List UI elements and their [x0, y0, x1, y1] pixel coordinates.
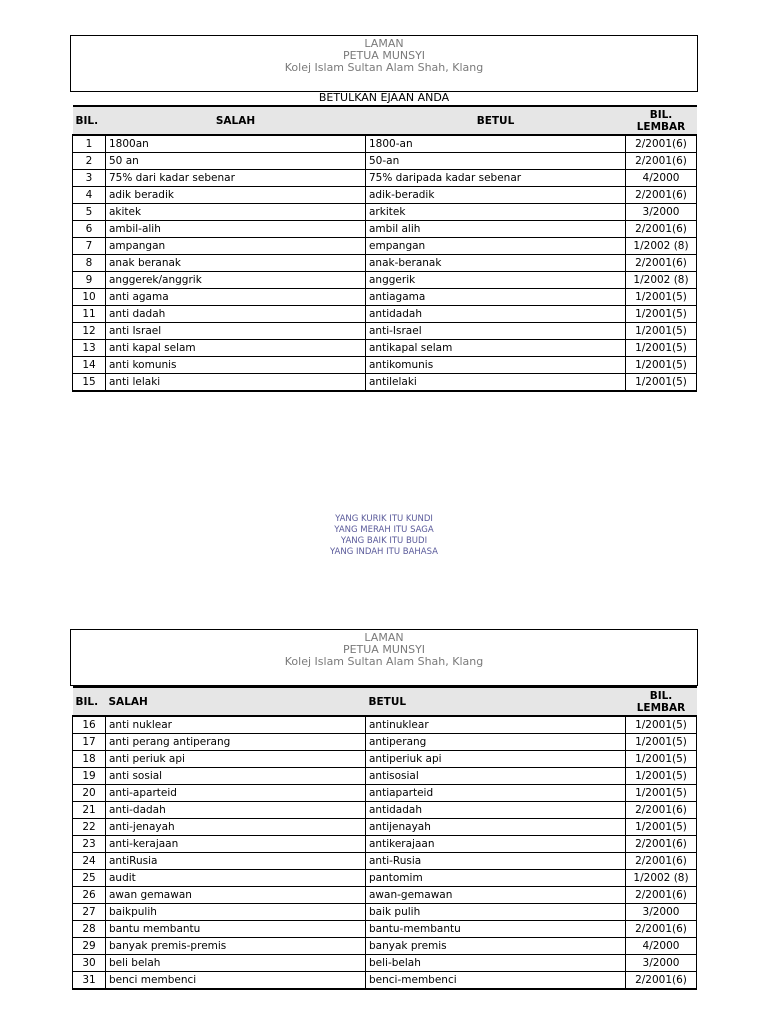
- row-salah: baikpulih: [106, 904, 366, 921]
- header-college: Kolej Islam Sultan Alam Shah, Klang: [284, 655, 484, 668]
- table-row: [73, 187, 697, 204]
- row-betul: awan-gemawan: [366, 887, 626, 904]
- row-salah: 50 an: [106, 153, 366, 170]
- table-row: [73, 170, 697, 187]
- table-row: [73, 802, 697, 819]
- row-lembar: 2/2001(6): [626, 921, 697, 938]
- row-betul: adik-beradik: [366, 187, 626, 204]
- row-lembar: 1/2001(5): [626, 716, 697, 734]
- table-row: [73, 272, 697, 289]
- pantun-block: [0, 514, 768, 558]
- row-lembar: 4/2000: [626, 170, 697, 187]
- row-salah: benci membenci: [106, 972, 366, 990]
- row-number: 20: [73, 785, 106, 802]
- table-row: [73, 357, 697, 374]
- row-salah: antiRusia: [106, 853, 366, 870]
- row-salah: anti-jenayah: [106, 819, 366, 836]
- row-lembar: 2/2001(6): [626, 887, 697, 904]
- col-betul: BETUL: [366, 106, 626, 135]
- row-lembar: 2/2001(6): [626, 972, 697, 990]
- col-bil-lembar-line2: LEMBAR: [636, 120, 686, 133]
- row-salah: anti-kerajaan: [106, 836, 366, 853]
- row-lembar: 4/2000: [626, 938, 697, 955]
- table-row: [73, 323, 697, 340]
- row-lembar: 1/2001(5): [626, 751, 697, 768]
- table-row: [73, 921, 697, 938]
- row-salah: anti kapal selam: [106, 340, 366, 357]
- row-number: 6: [73, 221, 106, 238]
- row-lembar: 1/2001(5): [626, 374, 697, 392]
- row-lembar: 1/2001(5): [626, 768, 697, 785]
- row-lembar: 3/2000: [626, 204, 697, 221]
- pantun-line: YANG MERAH ITU SAGA: [334, 525, 434, 535]
- header-petua-munsyi: PETUA MUNSYI: [342, 643, 426, 656]
- row-number: 2: [73, 153, 106, 170]
- row-salah: anti komunis: [106, 357, 366, 374]
- col-bil-lembar-line2: LEMBAR: [636, 701, 686, 714]
- col-bil: BIL.: [73, 106, 106, 135]
- row-betul: beli-belah: [366, 955, 626, 972]
- row-salah: beli belah: [106, 955, 366, 972]
- table-row: [73, 135, 697, 153]
- page-subtitle: BETULKAN EJAAN ANDA: [318, 91, 450, 104]
- table-row: [73, 870, 697, 887]
- table-row: [73, 972, 697, 990]
- row-betul: banyak premis: [366, 938, 626, 955]
- row-betul: antikapal selam: [366, 340, 626, 357]
- row-number: 21: [73, 802, 106, 819]
- row-lembar: 2/2001(6): [626, 255, 697, 272]
- table-row: [73, 716, 697, 734]
- row-number: 30: [73, 955, 106, 972]
- row-salah: anak beranak: [106, 255, 366, 272]
- row-betul: antijenayah: [366, 819, 626, 836]
- row-lembar: 1/2001(5): [626, 734, 697, 751]
- row-number: 28: [73, 921, 106, 938]
- row-number: 27: [73, 904, 106, 921]
- row-betul: antikomunis: [366, 357, 626, 374]
- row-number: 4: [73, 187, 106, 204]
- row-betul: 50-an: [366, 153, 626, 170]
- row-betul: bantu-membantu: [366, 921, 626, 938]
- row-salah: bantu membantu: [106, 921, 366, 938]
- row-lembar: 3/2000: [626, 904, 697, 921]
- table-row: [73, 374, 697, 392]
- row-number: 24: [73, 853, 106, 870]
- table-row: [73, 904, 697, 921]
- row-salah: anti nuklear: [106, 716, 366, 734]
- table-row: [73, 819, 697, 836]
- row-salah: anti sosial: [106, 768, 366, 785]
- row-lembar: 2/2001(6): [626, 221, 697, 238]
- row-salah: anti agama: [106, 289, 366, 306]
- row-betul: 75% daripada kadar sebenar: [366, 170, 626, 187]
- row-salah: 1800an: [106, 135, 366, 153]
- table-row: [73, 204, 697, 221]
- row-number: 7: [73, 238, 106, 255]
- row-number: 17: [73, 734, 106, 751]
- table-row: [73, 887, 697, 904]
- row-number: 8: [73, 255, 106, 272]
- table-row: [73, 734, 697, 751]
- col-bil-lembar: [626, 687, 697, 716]
- row-betul: antiperang: [366, 734, 626, 751]
- row-salah: awan gemawan: [106, 887, 366, 904]
- row-lembar: 1/2001(5): [626, 357, 697, 374]
- row-lembar: 2/2001(6): [626, 187, 697, 204]
- row-number: 29: [73, 938, 106, 955]
- row-number: 1: [73, 135, 106, 153]
- row-betul: antikerajaan: [366, 836, 626, 853]
- row-number: 14: [73, 357, 106, 374]
- row-number: 12: [73, 323, 106, 340]
- row-salah: anti periuk api: [106, 751, 366, 768]
- row-number: 11: [73, 306, 106, 323]
- row-number: 9: [73, 272, 106, 289]
- row-number: 10: [73, 289, 106, 306]
- row-lembar: 1/2002 (8): [626, 238, 697, 255]
- row-betul: baik pulih: [366, 904, 626, 921]
- row-betul: 1800-an: [366, 135, 626, 153]
- row-betul: anti-Rusia: [366, 853, 626, 870]
- row-salah: anti Israel: [106, 323, 366, 340]
- table-row: [73, 289, 697, 306]
- pantun-line: YANG KURIK ITU KUNDI: [335, 514, 433, 524]
- table-bottom: [72, 686, 697, 990]
- col-salah: SALAH: [106, 106, 366, 135]
- row-betul: arkitek: [366, 204, 626, 221]
- header-box-top: [70, 35, 698, 92]
- row-number: 3: [73, 170, 106, 187]
- row-number: 25: [73, 870, 106, 887]
- row-betul: empangan: [366, 238, 626, 255]
- row-salah: adik beradik: [106, 187, 366, 204]
- header-college: Kolej Islam Sultan Alam Shah, Klang: [284, 61, 484, 74]
- table-row: [73, 751, 697, 768]
- col-betul: BETUL: [366, 687, 626, 716]
- row-betul: antiaparteid: [366, 785, 626, 802]
- row-salah: anti perang antiperang: [106, 734, 366, 751]
- header-petua-munsyi: PETUA MUNSYI: [342, 49, 426, 62]
- row-lembar: 1/2002 (8): [626, 272, 697, 289]
- table-row: [73, 255, 697, 272]
- header-box-bottom: [70, 629, 698, 686]
- table-row: [73, 238, 697, 255]
- row-lembar: 2/2001(6): [626, 135, 697, 153]
- row-betul: benci-membenci: [366, 972, 626, 990]
- table-row: [73, 153, 697, 170]
- col-bil-lembar: [626, 106, 697, 135]
- row-betul: antidadah: [366, 802, 626, 819]
- table-row: [73, 955, 697, 972]
- row-betul: antinuklear: [366, 716, 626, 734]
- row-salah: anti lelaki: [106, 374, 366, 392]
- table-row: [73, 785, 697, 802]
- table-row: [73, 221, 697, 238]
- row-lembar: 1/2001(5): [626, 323, 697, 340]
- row-number: 31: [73, 972, 106, 990]
- row-lembar: 2/2001(6): [626, 802, 697, 819]
- row-lembar: 1/2001(5): [626, 819, 697, 836]
- row-betul: ambil alih: [366, 221, 626, 238]
- row-number: 18: [73, 751, 106, 768]
- row-lembar: 2/2001(6): [626, 853, 697, 870]
- row-salah: anti-aparteid: [106, 785, 366, 802]
- row-lembar: 1/2001(5): [626, 289, 697, 306]
- row-lembar: 1/2001(5): [626, 306, 697, 323]
- row-number: 23: [73, 836, 106, 853]
- table-row: [73, 938, 697, 955]
- row-lembar: 1/2002 (8): [626, 870, 697, 887]
- pantun-line: YANG BAIK ITU BUDI: [340, 536, 428, 546]
- col-bil: BIL.: [73, 687, 106, 716]
- row-salah: ampangan: [106, 238, 366, 255]
- row-betul: pantomim: [366, 870, 626, 887]
- row-number: 19: [73, 768, 106, 785]
- row-betul: antiagama: [366, 289, 626, 306]
- row-betul: antisosial: [366, 768, 626, 785]
- row-lembar: 1/2001(5): [626, 785, 697, 802]
- row-betul: antilelaki: [366, 374, 626, 392]
- row-number: 5: [73, 204, 106, 221]
- table-row: [73, 853, 697, 870]
- col-salah: SALAH: [106, 687, 366, 716]
- row-lembar: 2/2001(6): [626, 153, 697, 170]
- pantun-line: YANG INDAH ITU BAHASA: [329, 547, 438, 557]
- row-lembar: 2/2001(6): [626, 836, 697, 853]
- row-lembar: 1/2001(5): [626, 340, 697, 357]
- header-laman: LAMAN: [364, 37, 404, 50]
- row-salah: ambil-alih: [106, 221, 366, 238]
- table-top: [72, 105, 697, 392]
- row-salah: akitek: [106, 204, 366, 221]
- row-number: 22: [73, 819, 106, 836]
- table-row: [73, 768, 697, 785]
- row-betul: antiperiuk api: [366, 751, 626, 768]
- table-row: [73, 340, 697, 357]
- header-laman: LAMAN: [364, 631, 404, 644]
- row-salah: audit: [106, 870, 366, 887]
- row-salah: banyak premis-premis: [106, 938, 366, 955]
- row-betul: antidadah: [366, 306, 626, 323]
- col-bil-lembar-line1: BIL.: [649, 108, 673, 121]
- row-number: 13: [73, 340, 106, 357]
- row-number: 26: [73, 887, 106, 904]
- table-row: [73, 836, 697, 853]
- row-salah: 75% dari kadar sebenar: [106, 170, 366, 187]
- col-bil-lembar-line1: BIL.: [649, 689, 673, 702]
- row-betul: anti-Israel: [366, 323, 626, 340]
- row-salah: anti-dadah: [106, 802, 366, 819]
- row-number: 16: [73, 716, 106, 734]
- row-betul: anak-beranak: [366, 255, 626, 272]
- row-salah: anti dadah: [106, 306, 366, 323]
- row-salah: anggerek/anggrik: [106, 272, 366, 289]
- row-betul: anggerik: [366, 272, 626, 289]
- row-number: 15: [73, 374, 106, 392]
- table-row: [73, 306, 697, 323]
- row-lembar: 3/2000: [626, 955, 697, 972]
